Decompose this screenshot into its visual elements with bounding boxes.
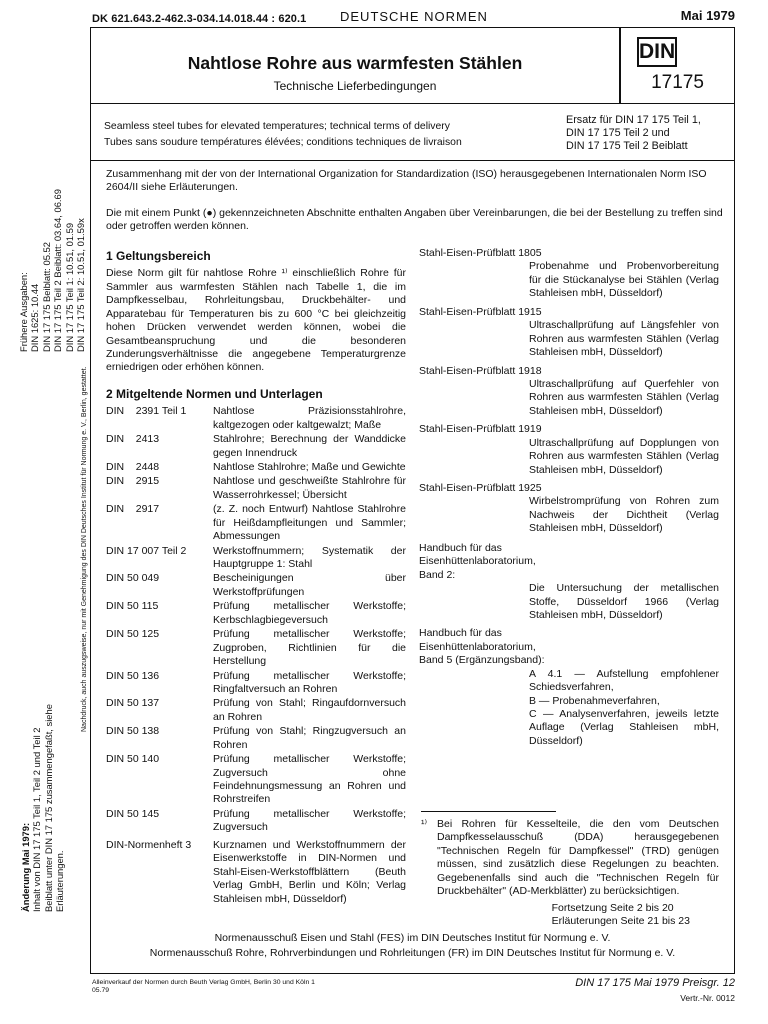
change-note: Änderung Mai 1979: Inhalt von DIN 17 175 Teil 1, Teil 2 und Teil 2 Beiblatt unter DIN 17 175 zusammengefaßt, siehe Erläuterungen. (20, 704, 66, 912)
earlier-editions-note: Frühere Ausgaben: DIN 1625: 10.44 DIN 17 175 Beiblatt: 05.52 DIN 17 175 Teil 2 Beiblatt: 03.64, 06.69 DIN 17 175 Teil 1: 10.51, 01.59 DIN 17 175 Teil 2: 10.51, 01.59x (18, 189, 87, 352)
list-item: DIN 50 137 Prüfung von Stahl; Ringaufdornversuch an Rohren (106, 697, 406, 723)
sep-1915-description: Ultraschallprüfung auf Längsfehler von Rohren aus warmfesten Stählen (Verlag Stahleisen mbH, Düsseldorf) (529, 319, 719, 359)
document-frame (90, 27, 735, 974)
list-item: DIN 50 145 Prüfung metallischer Werkstoffe; Zugversuch (106, 807, 406, 834)
reprint-notice: Nachdruck, auch auszugsweise, nur mit Genehmigung des DIN Deutsches Institut für Normung e. V., Berlin, gestattet. (81, 366, 88, 732)
series-label: DEUTSCHE NORMEN (340, 9, 488, 24)
section-1-text: Diese Norm gilt für nahtlose Rohre ¹⁾ einschließlich Rohre für Sammler aus warmfesten Stählen nach Tabelle 1, die im Dampfkesselbau, Rohrleitungsbau, Druckbehälter- und Apparatebau für Temperaturen bis zu 600 °C bei gleichzeitig hohen Drücken verwendet werden können, wobei die Gesamtbeanspruchung und die besonderen Zunderungsverhältnisse die angegebene Temperaturgrenze erniedrigen oder erhöhen können. (106, 267, 406, 374)
left-column (106, 249, 406, 907)
sep-1919-description: Ultraschallprüfung auf Dopplungen von Rohren aus warmfesten Stählen (Verlag Stahleisen mbH, Düsseldorf) (529, 436, 719, 476)
handbook-1-description: Die Untersuchung der metallischen Stoffe, Düsseldorf 1966 (Verlag Stahleisen mbH, Düsseldorf) (529, 582, 719, 621)
publisher-note: Alleinverkauf der Normen durch Beuth Verlag GmbH, Berlin 30 und Köln 1 05.79 (92, 979, 315, 995)
document-title: Nahtlose Rohre aus warmfesten Stählen (187, 53, 523, 73)
sep-1805-title: Stahl-Eisen-Prüfblatt 1805 (419, 247, 542, 259)
agreement-note-paragraph: Die mit einem Punkt (●) gekennzeichneten Abschnitte enthalten Angaben über Vereinbarungen, die bei der Bestellung zu treffen sind oder getroffen werden können. (106, 207, 723, 233)
list-item: DIN 2917 (z. Z. noch Entwurf) Nahtlose Stahlrohre für Heißdampfleitungen und Sammler; Abmessungen (106, 503, 406, 543)
sep-1805-description: Probenahme und Probenvorbereitung für die Stückanalyse bei Stählen (Verlag Stahleisen mbH, Düsseldorf) (529, 260, 719, 300)
list-item: DIN 2915 Nahtlose und geschweißte Stahlrohre für Wasserrohrkessel; Übersicht (106, 475, 406, 501)
din-number: 17175 (651, 72, 704, 93)
din-logo: DIN (637, 37, 677, 67)
handbook-5-item-b: B — Probenahmeverfahren, (529, 694, 660, 707)
list-item: DIN 50 136 Prüfung metallischer Werkstoffe; Ringfaltversuch an Rohren (106, 669, 406, 695)
sep-1919-title: Stahl-Eisen-Prüfblatt 1919 (419, 423, 542, 436)
list-item: DIN 2391 Teil 1 Nahtlose Präzisionsstahlrohre, kaltgezogen oder kaltgewalzt; Maße (106, 405, 406, 431)
sep-1915-title: Stahl-Eisen-Prüfblatt 1915 (419, 305, 542, 318)
footnote-mark: ¹⁾ (421, 818, 428, 830)
handbook-5-title-2: Eisenhüttenlaboratorium, (419, 640, 536, 653)
list-item: DIN 50 138 Prüfung von Stahl; Ringzugversuch an Rohren (106, 725, 406, 751)
reference-list (106, 405, 406, 906)
footnote (421, 818, 719, 899)
sep-1918-description: Ultraschallprüfung auf Querfehler von Rohren aus warmfesten Stählen (Verlag Stahleisen mbH, Düsseldorf) (529, 377, 719, 417)
translation-block (91, 104, 734, 161)
title-translations (104, 119, 462, 150)
section-1-heading: 1 Geltungsbereich (106, 249, 211, 263)
handbook-1-title: Handbuch für das (419, 541, 502, 554)
handbook-5-title: Handbuch für das (419, 627, 502, 640)
list-item: DIN 50 049 Bescheinigungen über Werkstoffprüfungen (106, 572, 406, 598)
sep-1918-title: Stahl-Eisen-Prüfblatt 1918 (419, 364, 542, 377)
list-item: DIN 50 115 Prüfung metallischer Werkstoffe; Kerbschlagbiegeversuch (106, 600, 406, 626)
footnote-text: Bei Rohren für Kesselteile, die den vom Deutschen Dampfkesselausschuß (DDA) herausgegebenen "Technischen Regeln für Dampfkessel" (TRD) genügen müssen, sind zusätzlich diese Regelungen zu beachten. Gegebenenfalls sind auch die "Technischen Regeln für Druckbehälter" (AD-Merkblätter) zu berücksichtigen. (437, 818, 719, 898)
handbook-1-band: Band 2: (419, 568, 456, 581)
section-2-heading: 2 Mitgeltende Normen und Unterlagen (106, 386, 323, 401)
english-title: Seamless steel tubes for elevated temperatures; technical terms of delivery (104, 121, 450, 132)
sep-1925-title: Stahl-Eisen-Prüfblatt 1925 (419, 482, 542, 494)
replacement-note: Ersatz für DIN 17 175 Teil 1, DIN 17 175 Teil 2 und DIN 17 175 Teil 2 Beiblatt (566, 114, 701, 153)
dk-classification: DK 621.643.2-462.3-034.14.018.44 : 620.1 (92, 13, 307, 25)
list-item: DIN 2413 Stahlrohre; Berechnung der Wanddicke gegen Innendruck (106, 433, 406, 459)
committee-fr: Normenausschuß Rohre, Rohrverbindungen und Rohrleitungen (FR) im DIN Deutsches Institut für Normung e. V. (149, 947, 676, 959)
list-item: DIN 50 140 Prüfung metallischer Werkstoffe; Zugversuch ohne Feindehnungsmessung an Rohren und Rohrstreifen (106, 753, 406, 806)
list-item: DIN 17 007 Teil 2 Werkstoffnummern; Systematik der Hauptgruppe 1: Stahl (106, 544, 406, 571)
list-item: DIN 2448 Nahtlose Stahlrohre; Maße und Gewichte (106, 460, 406, 473)
distribution-number: Vertr.-Nr. 0012 (680, 993, 735, 1003)
french-title: Tubes sans soudure températures élévées; conditions techniques de livraison (104, 136, 462, 148)
handbook-5-item-a: A 4.1 — Aufstellung empfohlener Schiedsverfahren, (529, 667, 719, 694)
footnote-rule (421, 811, 556, 812)
list-item: DIN-Normenheft 3 Kurznamen und Werkstoffnummern der Eisenwerkstoffe in DIN-Normen und Stahl-Eisen-Werkstoffblättern (Beuth Verlag GmbH, Berlin und Köln; Verlag Stahleisen mbH, Düsseldorf) (106, 838, 406, 905)
document-subtitle: Technische Lieferbedingungen (273, 79, 437, 93)
list-item: DIN 50 125 Prüfung metallischer Werkstoffe; Zugproben, Richtlinien für die Herstellung (106, 628, 406, 668)
handbook-5-band: Band 5 (Ergänzungsband): (419, 654, 545, 667)
committee-fes: Normenausschuß Eisen und Stahl (FES) im DIN Deutsches Institut für Normung e. V. (214, 932, 611, 944)
issue-date: Mai 1979 (680, 8, 735, 23)
handbook-5-item-c: C — Analysenverfahren, jeweils letzte Auflage (Verlag Stahleisen mbH, Düsseldorf) (529, 708, 719, 747)
sep-1925-description: Wirbelstromprüfung von Rohren zum Nachweis der Dichtheit (Verlag Stahleisen mbH, Düsseldorf) (529, 495, 719, 535)
title-block (91, 28, 734, 104)
iso-relation-paragraph: Zusammenhang mit der von der International Organization for Standardization (ISO) herausgegebenen Internationalen Norm ISO 2604/II siehe Erläuterungen. (106, 168, 707, 194)
handbook-1-title-2: Eisenhüttenlaboratorium, (419, 555, 536, 568)
right-column (419, 247, 719, 753)
continuation-note: Fortsetzung Seite 2 bis 20 Erläuterungen Seite 21 bis 23 (551, 902, 690, 928)
document-id-price: DIN 17 175 Mai 1979 Preisgr. 12 (575, 977, 735, 989)
